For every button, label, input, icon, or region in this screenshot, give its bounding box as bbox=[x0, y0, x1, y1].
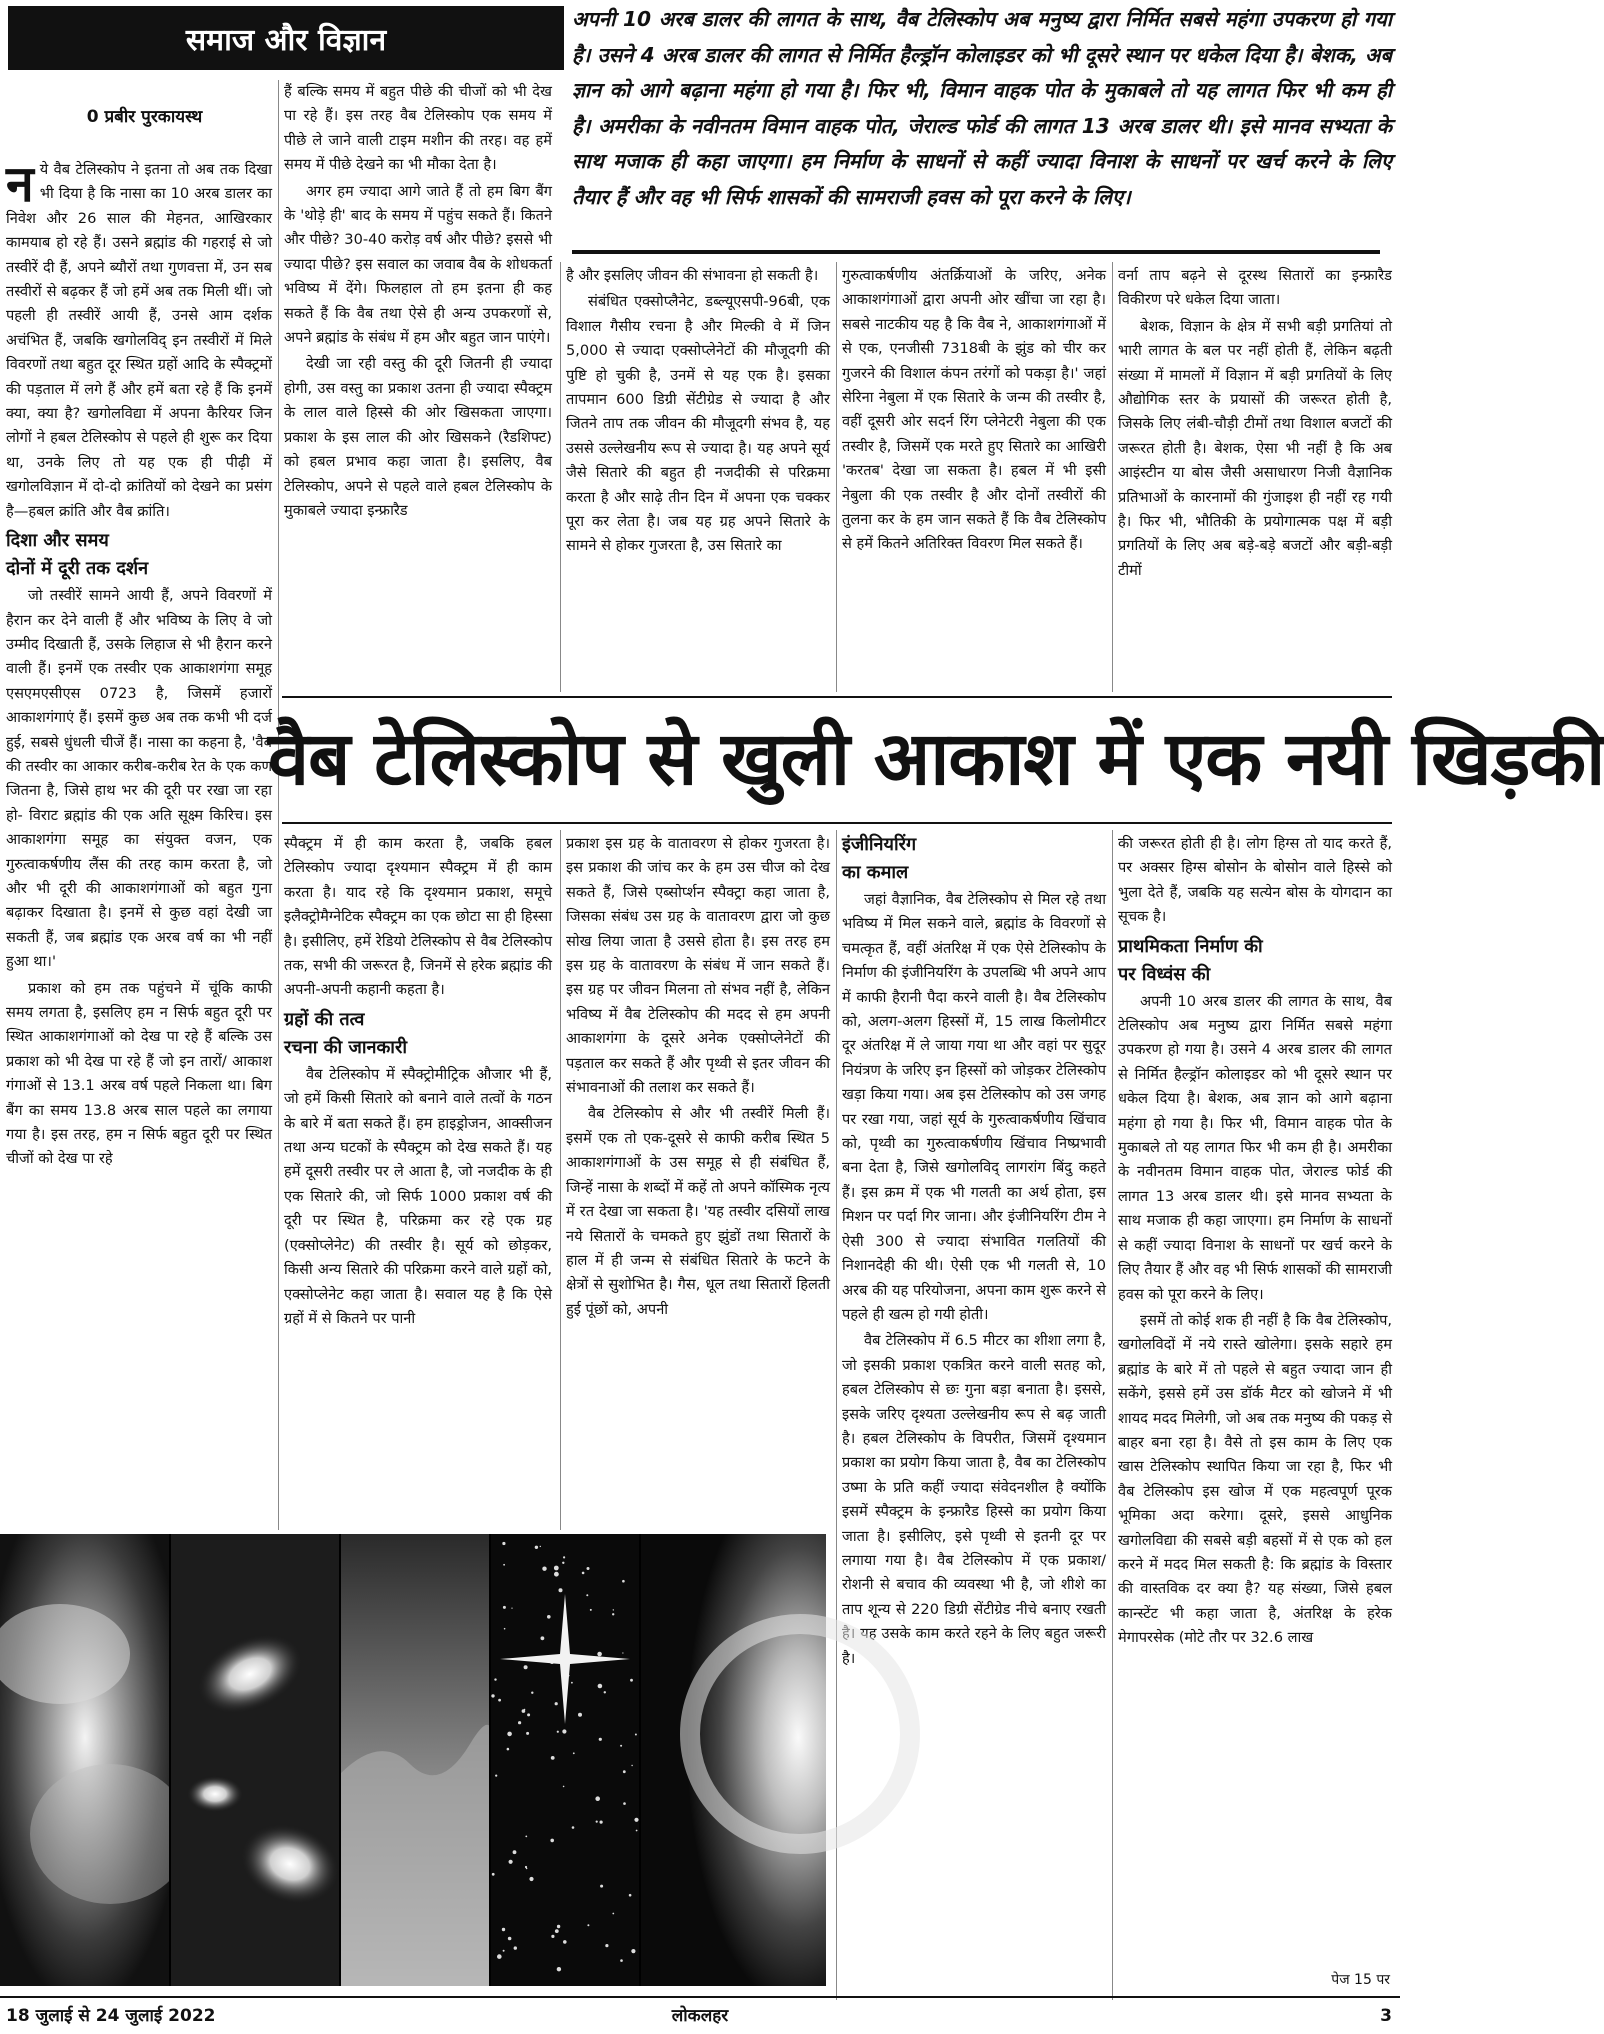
star-dot bbox=[612, 1613, 614, 1615]
article-paragraph: इसमें तो कोई शक ही नहीं है कि वैब टेलिस्कोप, खगोलविदों में नये रास्ते खोलेगा। इसके सहारे हम ब्रह्मांड के बारे में तो पहले से बहुत ज्यादा जान ही सकेंगे, इससे हमें उस डॉर्क मैटर को खोजने में भी शायद मदद मिलेगी, जो अब तक मनुष्य की पकड़ से बाहर बना रहा है। वैसे तो इस काम के लिए एक खास टेलिस्कोप स्थापित किया जा रहा है, फिर भी वैब टेलिस्कोप इस खोज में एक महत्वपूर्ण पूरक भूमिका अदा करेगा। दूसरे, इससे आधुनिक खगोलविद्या की सबसे बड़ी बहसों में से एक को हल करने में मदद मिल सकती है: कि ब्रह्मांड के विस्तार की वास्तविक दर क्या है? यह संख्या, जिसे हबल कान्स्टेंट भी कहा जाता है, अंतरिक्ष के हरेक मेगापरसेक (मोटे तौर पर 32.6 लाख bbox=[1118, 1311, 1392, 1647]
article-paragraph: वैब टेलिस्कोप में 6.5 मीटर का शीशा लगा है, जो इसकी प्रकाश एकत्रित करने वाली सतह को, हबल टेलिस्कोप से छः गुना बड़ा बनाता है। इससे, इसके जरिए दृश्यता उल्लेखनीय रूप से बढ़ जाती है। हबल टेलिस्कोप के विपरीत, जिसमें दृश्यमान प्रकाश का प्रयोग किया जाता है, वैब का टेलिस्कोप उष्मा के प्रति कहीं ज्यादा संवेदनशील है क्योंकि इसमें स्पैक्ट्रम के इन्फ्रारैड हिस्से का प्रयोग किया जाता है। इसीलिए, इसे पृथ्वी से इतनी दूर पर लगाया गया है। वैब टेलिस्कोप में एक प्रकाश/रोशनी से बचाव की व्यवस्था भी है, जो शीशे का ताप शून्य से 220 डिग्री सेंटीग्रेड नीचे बनाए रखती है। यह उसके काम करते रहने के लिए बहुत जरूरी है। bbox=[842, 1332, 1106, 1667]
star-dot bbox=[622, 1580, 625, 1583]
headline: वैब टेलिस्कोप से खुली आकाश में एक नयी खिड़की bbox=[268, 716, 1604, 802]
star-dot bbox=[562, 1562, 564, 1564]
star-dot bbox=[586, 1594, 588, 1596]
star-dot bbox=[622, 1652, 623, 1653]
star-dot bbox=[597, 1652, 602, 1657]
star-dot bbox=[551, 1935, 554, 1938]
article-column-2 bbox=[284, 80, 552, 692]
column-divider bbox=[560, 262, 561, 692]
star-dot bbox=[511, 1608, 512, 1609]
article-column-5 bbox=[1118, 264, 1392, 692]
star-dot bbox=[630, 1679, 633, 1682]
article-column-1 bbox=[6, 155, 272, 1528]
article-column-9 bbox=[1118, 832, 1392, 1968]
star-dot bbox=[513, 1850, 517, 1854]
star-dot bbox=[600, 1885, 603, 1888]
star-dot bbox=[557, 1731, 559, 1733]
star-dot bbox=[631, 1765, 632, 1766]
byline: 0 प्रबीर पुरकायस्थ bbox=[86, 107, 203, 127]
issue-date: 18 जुलाई से 24 जुलाई 2022 bbox=[6, 2006, 216, 2026]
article-column-8 bbox=[842, 832, 1106, 1998]
star-dot bbox=[598, 1684, 603, 1689]
subheading: पर विध्वंस की bbox=[1118, 963, 1211, 985]
subheading: दिशा और समय bbox=[6, 530, 109, 552]
star-dot bbox=[578, 1713, 582, 1717]
photo-panel-galaxies bbox=[170, 1534, 340, 1986]
column-divider bbox=[1112, 830, 1113, 2000]
section-title: समाज और विज्ञान bbox=[8, 6, 564, 70]
star-dot bbox=[620, 1745, 622, 1747]
star-dot bbox=[503, 1564, 505, 1566]
headline-rule-bottom bbox=[282, 822, 1392, 824]
star-dot bbox=[559, 1588, 563, 1592]
article-paragraph: वैब टेलिस्कोप से और भी तस्वीरें मिली हैं। इसमें एक तो एक-दूसरे से काफी करीब स्थित 5 आकाशगंगाओं के उस समूह से ही संबंधित हैं, जिन्हें नासा के शब्दों में कहें तो अपने कॉस्मिक नृत्य में रत देखा जा सकता है। 'यह तस्वीर दसियों लाख नये सितारों के चमकते हुए झुंडों तथा सितारों के हाल में ही जन्म से संबंधित सितारे के फटने के क्षेत्रों से सुशोभित है। गैस, धूल तथा सितारों हिलती हुई पूंछों को, अपनी bbox=[566, 1105, 831, 1318]
star-dot bbox=[554, 1566, 559, 1571]
star-dot bbox=[541, 1636, 545, 1640]
star-dot bbox=[634, 1818, 638, 1822]
star-dot bbox=[502, 1928, 505, 1931]
star-dot bbox=[535, 1546, 538, 1549]
photo-panel-nebula bbox=[0, 1534, 170, 1986]
star-dot bbox=[596, 1821, 598, 1823]
article-paragraph: हैं बल्कि समय में बहुत पीछे की चीजों को भी देख पा रहे हैं। इस तरह वैब टेलिस्कोप एक समय में पीछे ले जाने वाली टाइम मशीन की तरह। वह हमें समय में पीछे देखने का भी मौका देता है। bbox=[284, 83, 552, 174]
article-paragraph: वर्ना ताप बढ़ने से दूरस्थ सितारों का इन्फ्रारैड विकीरण परे धकेल दिया जाता। bbox=[1118, 267, 1392, 309]
star-dot bbox=[573, 1752, 575, 1754]
subheading: इंजीनियरिंग bbox=[842, 834, 917, 855]
article-paragraph: संबंधित एक्सोप्लैनेट, डब्ल्यूएसपी-96बी, एक विशाल गैसीय रचना है और मिल्की वे में जिन 5,000 से ज्यादा एक्सोप्लेनेटों की मौजूदगी की पुष्टि हो चुकी है, उनमें से यह एक है। इसका तापमान 600 डिग्री सेंटीग्रेड से ज्यादा है और जितने ताप तक जीवन की मौजूदगी संभव है, यह उससे उल्लेखनीय रूप से ज्यादा है। यह अपने सूर्य जैसे सितारे की बहुत ही नजदीकी से परिक्रमा करता है और साढ़े तीन दिन में अपना एक चक्कर पूरा कर लेता है। जब यह ग्रह अपने सितारे के सामने से होकर गुजरता है, उस सितारे का bbox=[566, 293, 830, 555]
star-dot bbox=[620, 1959, 623, 1962]
star-dot bbox=[557, 1967, 561, 1971]
star-dot bbox=[562, 1729, 566, 1733]
star-dot bbox=[629, 1894, 632, 1897]
star-dot bbox=[557, 1925, 560, 1928]
star-dot bbox=[498, 1699, 501, 1702]
article-column-3 bbox=[566, 264, 830, 692]
star-dot bbox=[502, 1542, 505, 1545]
star-dot bbox=[509, 1860, 513, 1864]
publication-name: लोकलहर bbox=[671, 2006, 729, 2026]
star-dot bbox=[524, 1665, 528, 1669]
star-dot bbox=[526, 1732, 529, 1735]
star-dot bbox=[551, 1756, 555, 1760]
star-dot bbox=[613, 1609, 614, 1610]
star-dot bbox=[599, 1738, 602, 1741]
star-dot bbox=[547, 1615, 551, 1619]
star-dot bbox=[542, 1567, 546, 1571]
article-paragraph: प्रकाश इस ग्रह के वातावरण से होकर गुजरता है। इस प्रकाश की जांच कर के हम उस चीज को देख सकते हैं, जिसे एब्सोर्प्शन स्पैक्ट्रा कहा जाता है, जिसका संबंध उस ग्रह के वातावरण द्वारा जो कुछ सोख लिया जाता है उससे होता है। इस तरह हम इस ग्रह के वातावरण के संबंध में जान सकते हैं। इस ग्रह पर जीवन मिलना तो संभव नहीं है, लेकिन भविष्य में वैब टेलिस्कोप की मदद से हम अपनी आकाशगंगा के दूसरे अनेक एक्सोप्लेनेटों की पड़ताल कर सकते हैं और पृथ्वी से इतर जीवन की संभावनाओं की तलाश कर सकते हैं। bbox=[566, 835, 830, 1097]
star-dot bbox=[527, 1713, 530, 1716]
column-divider bbox=[1112, 262, 1113, 692]
star-dot bbox=[554, 1572, 559, 1577]
star-dot bbox=[529, 1877, 533, 1881]
headline-rule-top bbox=[282, 696, 1392, 698]
star-dot bbox=[540, 1546, 541, 1547]
star-dot bbox=[503, 1950, 505, 1952]
star-dot bbox=[555, 1929, 559, 1933]
column-divider bbox=[560, 830, 561, 1530]
star-dot bbox=[495, 1775, 497, 1777]
star-dot bbox=[514, 1946, 517, 1949]
star-dot bbox=[604, 1691, 606, 1693]
article-paragraph: स्पैक्ट्रम में ही काम करता है, जबकि हबल टेलिस्कोप ज्यादा दृश्यमान स्पैक्ट्रम में ही काम करता है। याद रहे कि दृश्यमान प्रकाश, समूचे इलैक्ट्रोमैग्नेटिक स्पैक्ट्रम का एक छोटा सा ही हिस्सा है। इसीलिए, हमें रेडियो टेलिस्कोप से वैब टेलिस्कोप तक, सभी की जरूरत है, जिनमें से हरेक ब्रह्मांड की अपनी-अपनी कहानी कहता है। bbox=[284, 835, 552, 999]
star-dot bbox=[605, 1944, 608, 1947]
star-dot bbox=[550, 1839, 554, 1843]
star-dot bbox=[524, 1709, 525, 1710]
star-dot bbox=[507, 1748, 510, 1751]
star-dot bbox=[503, 1606, 506, 1609]
star-dot bbox=[497, 1954, 502, 1959]
star-dot bbox=[635, 1734, 637, 1736]
star-dot bbox=[582, 1572, 585, 1575]
subheading: ग्रहों की तत्व bbox=[284, 1008, 365, 1030]
drop-cap: न bbox=[6, 155, 34, 213]
article-paragraph: गुरुत्वाकर्षणीय अंतर्क्रियाओं के जरिए, अनेक आकाशगंगाओं द्वारा अपनी ओर खींचा जा रहा है। सबसे नाटकीय यह है कि वैब ने, आकाशगंगाओं में से एक, एनजीसी 7318बी के झुंड को चीर कर गुजरने की विशाल कंपन तरंगों को पकड़ा है।' जहां सेरिना नेबुला में एक सितारे के जन्म की तस्वीर है, वहीं दूसरी ओर सदर्न रिंग प्लेनेटरी नेबुला की एक तस्वीर है, जिसमें एक मरते हुए सितारे का आखिरी 'करतब' देखा जा सकता है। हबल में भी इसी नेबुला की एक तस्वीर है और दोनों तस्वीरों की तुलना कर के हम जान सकते हैं कि वैब टेलिस्कोप से हमें कितने अतिरिक्त विवरण मिल सकते हैं। bbox=[842, 267, 1106, 553]
subheading: का कमाल bbox=[842, 862, 909, 883]
subheading: दोनों में दूरी तक दर्शन bbox=[6, 558, 149, 580]
star-dot bbox=[600, 1821, 603, 1824]
star-dot bbox=[572, 1826, 575, 1829]
star-dot bbox=[587, 1567, 590, 1570]
article-paragraph: अपनी 10 अरब डालर की लागत के साथ, वैब टेलिस्कोप अब मनुष्य द्वारा निर्मित सबसे महंगा उपकरण हो गया है। उसने 4 अरब डालर की लागत से निर्मित हैल्ड्रॉन कोलाइडर को भी दूसरे स्थान पर धकेल दिया है। बेशक, अब ज्ञान को आगे बढ़ाना महंगा हो गया है। फिर भी, विमान वाहक पोत के मुकाबले तो यह लागत फिर भी कम ही है। अमरीका के नवीनतम विमान वाहक पोत, जेराल्ड फोर्ड की लागत 13 अरब डालर थी। इसे मानव सभ्यता के साथ मजाक ही कहा जाएगा। हम निर्माण के साधनों से कहीं ज्यादा विनाश के साधनों पर खर्च करने के लिए तैयार हैं और वह भी सिर्फ शासकों की सामराजी हवस को पूरा करने के लिए। bbox=[1118, 992, 1392, 1303]
star-dot bbox=[636, 1830, 638, 1832]
pull-quote: अपनी 10 अरब डालर की लागत के साथ, वैब टेलिस्कोप अब मनुष्य द्वारा निर्मित सबसे महंगा उपकरण हो गया है। उसने 4 अरब डालर की लागत से निर्मित हैल्ड्रॉन कोलाइडर को भी दूसरे स्थान पर धकेल दिया है। बेशक, अब ज्ञान को आगे बढ़ाना महंगा हो गया है। फिर भी, विमान वाहक पोत के मुकाबले तो यह लागत फिर भी कम ही है। अमरीका के नवीनतम विमान वाहक पोत, जेराल्ड फोर्ड की लागत 13 अरब डालर थी। इसे मानव सभ्यता के साथ मजाक ही कहा जाएगा। हम निर्माण के साधनों से कहीं ज्यादा विनाश के साधनों पर खर्च करने के लिए तैयार हैं और वह भी सिर्फ शासकों की सामराजी हवस को पूरा करने के लिए। bbox=[572, 7, 1392, 209]
star-dot bbox=[623, 1770, 626, 1773]
article-paragraph: नये वैब टेलिस्कोप ने इतना तो अब तक दिखा भी दिया है कि नासा का 10 अरब डालर का निवेश और 26 साल की मेहनत, आखिरकार कामयाब हो रहे हैं। उसने ब्रह्मांड की गहराई से जो तस्वीरें दी हैं, अपने ब्यौरों तथा गुणवत्ता में, उन सब तस्वीरों से बढ़कर हैं जो हमें अब तक मिली थीं। जो पहली ही तस्वीरें आयी हैं, उनसे आम दर्शक अचंभित हैं, जबकि खगोलविद् इन तस्वीरों में मिले विवरणों तथा बहुत दूर स्थित ग्रहों आदि के स्पैक्ट्रमों की पड़ताल में लगे हैं और हमें बता रहे हैं कि इनमें क्या, क्या है? खगोलविद्या में अपना कैरियर जिन लोगों ने हबल टेलिस्कोप से पहले ही शुरू कर दिया था, उनके लिए तो यह एक ही पीढ़ी में खगोलविज्ञान में दो-दो क्रांतियों को देखने का प्रसंग है—हबल क्रांति और वैब क्रांति। bbox=[6, 155, 272, 520]
footer-rule bbox=[0, 1996, 1400, 1998]
star-dot bbox=[563, 1940, 567, 1944]
page-number: 3 bbox=[1380, 2006, 1392, 2026]
article-paragraph: प्रकाश को हम तक पहुंचने में चूंकि काफी समय लगता है, इसलिए हम न सिर्फ बहुत दूरी पर स्थित आकाशगंगाओं को देख पा रहे हैं बल्कि उस प्रकाश को भी देख पा रहे हैं जो इन तारों/ आकाश गंगाओं से 13.1 अरब वर्ष पहले निकला था। बिग बैंग का समय 13.8 अरब साल पहले का लगाया गया है। इस तरह, हम न सिर्फ बहुत दूरी पर स्थित चीजों को देख पा रहे bbox=[6, 979, 272, 1168]
pull-quote-underline bbox=[572, 250, 1380, 254]
article-paragraph: बेशक, विज्ञान के क्षेत्र में सभी बड़ी प्रगतियां तो भारी लागत के बल पर नहीं होती हैं, लेकिन बढ़ती संख्या में मामलों में विज्ञान में बड़ी प्रगतियों के लिए औद्योगिक स्तर के प्रयासों की जरूरत होती है, जिसके लिए लंबी-चौड़ी टीमों तथा विशाल बजटों की जरूरत होती है। बेशक, ऐसा भी नहीं है कि अब आइंस्टीन या बोस जैसी असाधारण निजी वैज्ञानिक प्रतिभाओं के कारनामों की गुंजाइश ही नहीं रह गयी है। फिर भी, भौतिकी के प्रयोगात्मक पक्ष में बड़ी प्रगतियों के लिए अब बड़े-बड़े बजटों और बड़ी-बड़ी टीमों bbox=[1118, 317, 1392, 579]
star-dot bbox=[631, 1949, 635, 1953]
article-paragraph: जो तस्वीरें सामने आयी हैं, अपने विवरणों में हैरान कर देने वाली हैं और भविष्य के लिए वे जो उम्मीद दिखाती हैं, उसके लिहाज से भी हैरान करने वाली हैं। इनमें एक तस्वीर एक आकाशगंगा समूह एसएमएसीएस 0723 है, जिसमें हजारों आकाशगंगाएं हैं। इसमें कुछ अब तक कभी भी दर्ज हुई, सबसे धुंधली चीजें हैं। नासा का कहना है, 'वैब की तस्वीर का आकार करीब-करीब रेत के एक कण जितना है, जिसे हाथ भर की दूरी पर रखा जा रहा हो- विराट ब्रह्मांड की एक अति सूक्ष्म किरिच। इस आकाशगंगा समूह का संयुक्त वजन, एक गुरुत्वाकर्षणीय लैंस की तरह काम करता है, जो और भी दूरी की आकाशगंगाओं को बहुत गुना बढ़ाकर दिखाता है। इनमें से कुछ वहां देखी जा सकती हैं, जब ब्रह्मांड एक अरब वर्ष का भी नहीं हुआ था।' bbox=[6, 587, 272, 971]
star-dot bbox=[518, 1721, 521, 1724]
subheading: रचना की जानकारी bbox=[284, 1036, 407, 1058]
article-column-4 bbox=[842, 264, 1106, 692]
article-paragraph: जहां वैज्ञानिक, वैब टेलिस्कोप से मिल रहे तथा भविष्य में मिल सकने वाले, ब्रह्मांड के विवरणों से चमत्कृत हैं, वहीं अंतरिक्ष में एक ऐसे टेलिस्कोप के निर्माण की इंजीनियरिंग के उपलब्धि भी अपने आप में काफी हैरानी पैदा करने वाली है। वैब टेलिस्कोप को, अलग-अलग हिस्सों में, 15 लाख किलोमीटर दूर अंतरिक्ष में ले जाया गया था और वहां पर सुदूर नियंत्रण के जरिए इन हिस्सों को जोड़कर टेलिस्कोप खड़ा किया गया। अब इस टेलिस्कोप को उस जगह पर रखा गया, जहां सूर्य के गुरुत्वाकर्षणीय खिंचाव को, पृथ्वी का गुरुत्वाकर्षणीय खिंचाव निष्प्रभावी बना देता है, जिसे खगोलविद् लागरांग बिंदु कहते हैं। इस क्रम में एक भी गलती का अर्थ होता, इस मिशन पर पर्दा गिर जाना। और इंजीनियरिंग टीम ने ऐसी 300 से ज्यादा संभावित गलतियों की निशानदेही की थी। ऐसी एक भी गलती से, 10 अरब की यह परियोजना, अपना काम शुरू करने से पहले ही खत्म हो गयी होती। bbox=[842, 891, 1106, 1323]
star-dot bbox=[571, 1682, 573, 1684]
column-divider bbox=[836, 830, 837, 2000]
star-dot bbox=[623, 1802, 626, 1805]
star-dot bbox=[595, 1796, 600, 1801]
star-dot bbox=[492, 1873, 495, 1876]
star-dot bbox=[504, 1628, 506, 1630]
continued-on-page: पेज 15 पर bbox=[1331, 1972, 1390, 1988]
star-dot bbox=[508, 1937, 512, 1941]
star-dot bbox=[612, 1913, 614, 1915]
star-dot bbox=[563, 1556, 565, 1558]
star-dot bbox=[494, 1678, 496, 1680]
subheading: प्राथमिकता निर्माण की bbox=[1118, 935, 1263, 957]
star-dot bbox=[587, 1924, 589, 1926]
article-paragraph: की जरूरत होती ही है। लोग हिग्स तो याद करते हैं, पर अक्सर हिग्स बोसोन के बोसोन वाले हिस्से को भुला देते हैं, जबकि यह सत्येन बोस के योगदान का सूचक है। bbox=[1118, 835, 1392, 926]
photo-panel-ring-nebula bbox=[640, 1534, 826, 1986]
article-column-6 bbox=[284, 832, 552, 1528]
article-column-7 bbox=[566, 832, 830, 1528]
article-paragraph: देखी जा रही वस्तु की दूरी जितनी ही ज्यादा होगी, उस वस्तु का प्रकाश उतना ही ज्यादा स्पैक्ट्रम के लाल वाले हिस्से की ओर खिसकता जाएगा। प्रकाश के इस लाल की ओर खिसकने (रैडशिफ्ट) को हबल प्रभाव कहा जाता है। इसलिए, वैब टेलिस्कोप, अपने से पहले वाले हबल टेलिस्कोप के मुकाबले ज्यादा इन्फ्रारैड bbox=[284, 355, 552, 519]
star-dot bbox=[525, 1866, 527, 1868]
star-dot bbox=[531, 1692, 533, 1694]
star-dot bbox=[555, 1702, 558, 1705]
article-paragraph: वैब टेलिस्कोप में स्पैक्ट्रोमीट्रिक औजार भी हैं, जो हमें किसी सितारे को बनाने वाले तत्वों के गठन के बारे में बता सकते हैं। हम हाइड्रोजन, आक्सीजन तथा अन्य घटकों के स्पैक्ट्रम को देख सकते हैं। यह हमें दूसरी तस्वीर पर ले आता है, जो नजदीक के ही एक सितारे की, जो सिर्फ 1000 प्रकाश वर्ष की दूरी पर स्थित है, परिक्रमा कर रहे एक ग्रह (एक्सोप्लेनेट) की तस्वीर है। सूर्य को छोड़कर, किसी अन्य सितारे की परिक्रमा करने वाले ग्रहों को, एक्सोप्लेनेट कहा जाता है। सवाल यह है कि ऐसे ग्रहों में से कितने पर पानी bbox=[284, 1065, 552, 1327]
star-dot bbox=[590, 1609, 592, 1611]
star-dot bbox=[525, 1836, 527, 1838]
article-paragraph: अगर हम ज्यादा आगे जाते हैं तो हम बिग बैंग के 'थोड़े ही' बाद के समय में पहुंच सकते हैं। कितने और पीछे? 30-40 करोड़ वर्ष और पीछे? इससे भी ज्यादा पीछे? इस सवाल का जवाब वैब के शोधकर्ता भविष्य में देंगे। फिलहाल तो हम इतना ही कह सकते हैं कि वैब तथा ऐसे ही अन्य उपकरणों से, अपने ब्रह्मांड के संबंध में हम और बहुत जान पाएंगे। bbox=[284, 182, 552, 347]
star-dot bbox=[563, 1786, 565, 1788]
article-paragraph: है और इसलिए जीवन की संभावना हो सकती है। bbox=[566, 267, 819, 284]
star-dot bbox=[507, 1732, 512, 1737]
column-divider bbox=[836, 262, 837, 692]
star-dot bbox=[491, 1694, 494, 1697]
telescope-image-collage-icon bbox=[0, 1534, 826, 1986]
